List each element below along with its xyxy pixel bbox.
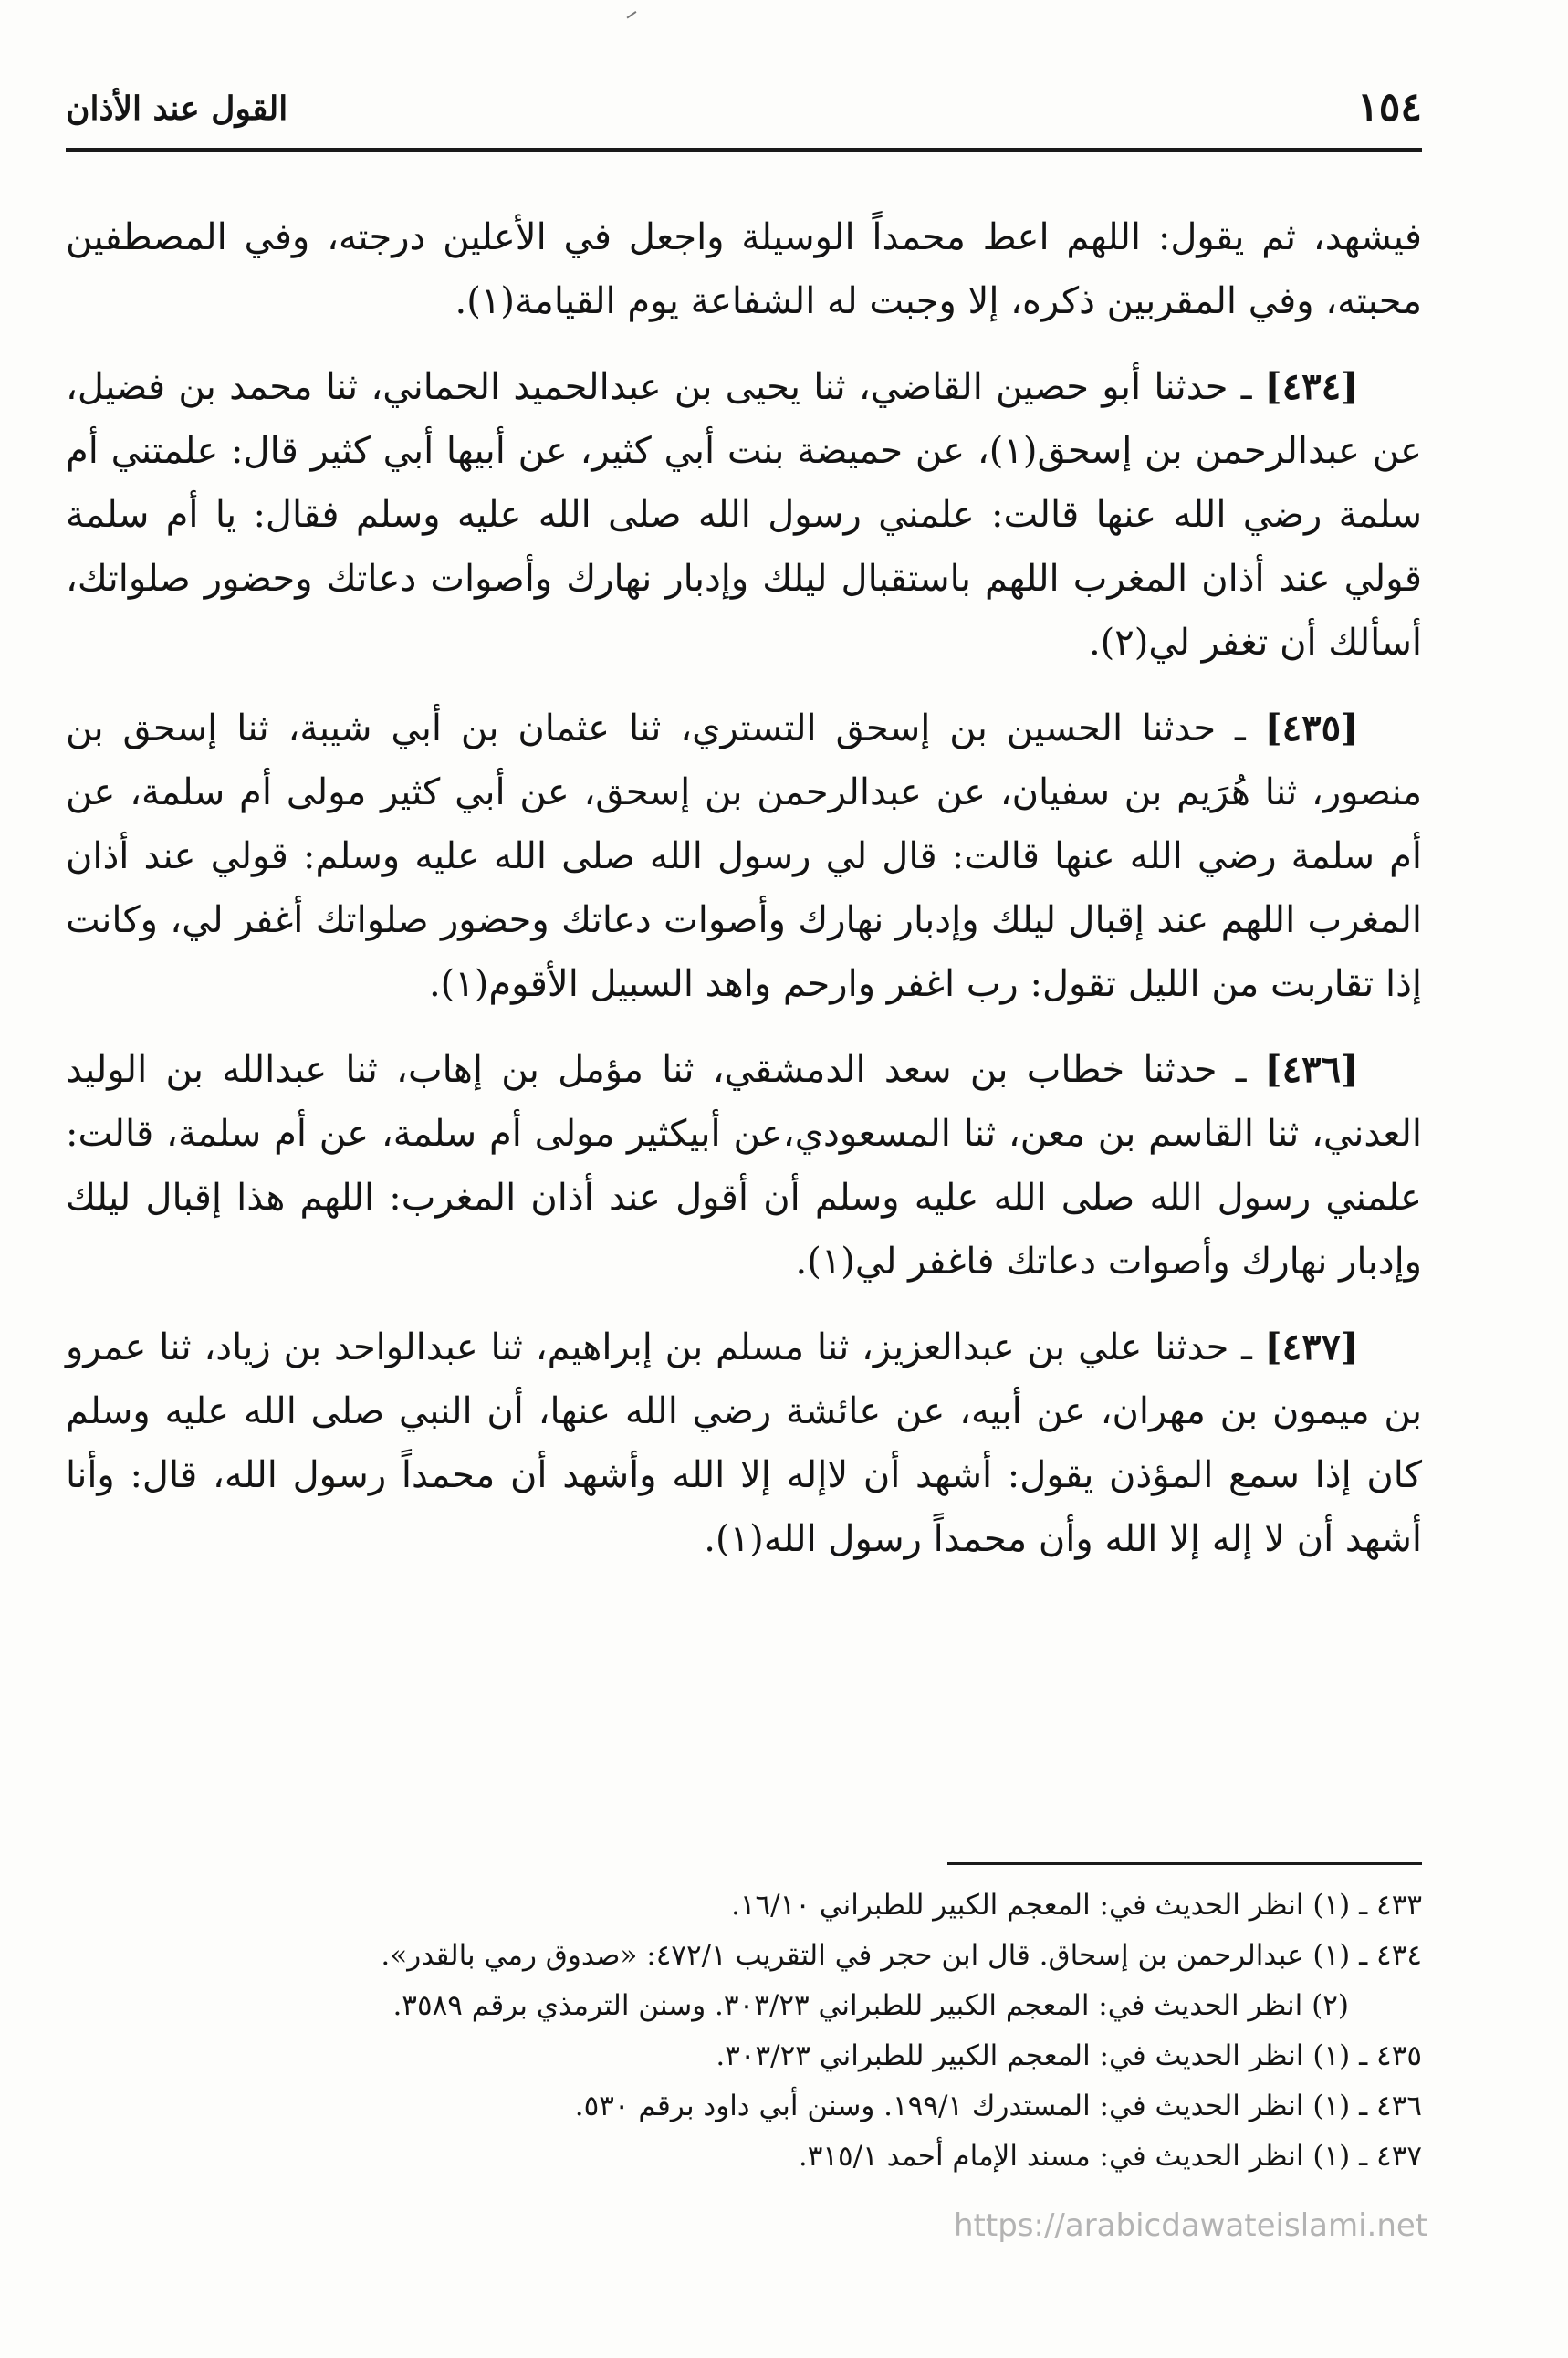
page-number: ١٥٤: [1357, 84, 1422, 131]
footnote-line: (٢) انظر الحديث في: المعجم الكبير للطبراني ٣٠٣/٢٣. وسنن الترمذي برقم ٣٥٨٩.: [392, 1989, 1349, 2022]
hadith-434: [66, 355, 1422, 675]
paragraph-text: ـ حدثنا علي بن عبدالعزيز، ثنا مسلم بن إبراهيم، ثنا عبدالواحد بن زياد، ثنا عمرو بن ميمون بن مهران، عن أبيه، عن عائشة رضي الله عنها، أن النبي صلى الله عليه وسلم كان إذا سمع المؤذن يقول: أشهد أن لاإله إلا الله وأشهد أن محمداً رسول الله، قال: وأنا أشهد أن لا إله إلا الله وأن محمداً رسول الله(١).: [66, 1326, 1422, 1560]
footnote-line: ٤٣٥ ـ (١) انظر الحديث في: المعجم الكبير للطبراني ٣٠٣/٢٣.: [716, 2039, 1422, 2072]
stray-pen-mark: [626, 11, 643, 29]
hadith-number: [٤٣٥]: [1264, 707, 1359, 749]
paragraph-text: ـ حدثنا الحسين بن إسحق التستري، ثنا عثمان بن أبي شيبة، ثنا إسحق بن منصور، ثنا هُرَيم بن سفيان، عن عبدالرحمن بن إسحق، عن أبي كثير مولى أم سلمة، عن أم سلمة رضي الله عنها قالت: قال لي رسول الله صلى الله عليه وسلم: قولي عند أذان المغرب اللهم عند إقبال ليلك وإدبار نهارك وأصوات دعاتك وحضور صلواتك أغفر لي، وكانت إذا تقاربت من الليل تقول: رب اغفر وارحم واهد السبيل الأقوم(١).: [66, 707, 1422, 1005]
hadith-number: [٤٣٤]: [1264, 365, 1358, 408]
paragraph-text: ـ حدثنا أبو حصين القاضي، ثنا يحيى بن عبدالحميد الحماني، ثنا محمد بن فضيل، عن عبدالرحمن بن إسحق(١)، عن حميضة بنت أبي كثير، عن أبيها أبي كثير قال: علمتني أم سلمة رضي الله عنها قالت: علمني رسول الله صلى الله عليه وسلم فقال: يا أم سلمة قولي عند أذان المغرب اللهم باستقبال ليلك وإدبار نهارك وأصوات دعاتك وحضور صلواتك، أسألك أن تغفر لي(٢).: [66, 366, 1423, 664]
main-text: [66, 205, 1422, 1593]
header-rule: [66, 148, 1422, 152]
hadith-435: [66, 697, 1422, 1016]
footnote-line: ٤٣٦ ـ (١) انظر الحديث في: المستدرك ١٩٩/١. وسنن أبي داود برقم ٥٣٠.: [574, 2090, 1422, 2122]
paragraph-text: ـ حدثنا خطاب بن سعد الدمشقي، ثنا مؤمل بن إهاب، ثنا عبدالله بن الوليد العدني، ثنا القاسم بن معن، ثنا المسعودي،عن أبيكثير مولى أم سلمة، عن أم سلمة، قالت: علمني رسول الله صلى الله عليه وسلم أن أقول عند أذان المغرب: اللهم هذا إقبال ليلك وإدبار نهارك وأصوات دعاتك فاغفر لي(١).: [66, 1049, 1423, 1283]
footnote-line: ٤٣٤ ـ (١) عبدالرحمن بن إسحاق. قال ابن حجر في التقريب ٤٧٢/١: «صدوق رمي بالقدر».: [381, 1939, 1422, 1972]
watermark-url: https://arabicdawateislami.net: [954, 2207, 1428, 2244]
running-title: القول عند الأذان: [66, 89, 288, 128]
hadith-437: [66, 1315, 1422, 1571]
footnotes-rule: [947, 1862, 1422, 1865]
hadith-number: [٤٣٧]: [1264, 1326, 1358, 1368]
footnote-line: ٤٣٧ ـ (١) انظر الحديث في: مسند الإمام أحمد ٣١٥/١.: [798, 2140, 1422, 2173]
paragraph-text: فيشهد، ثم يقول: اللهم اعط محمداً الوسيلة واجعل في الأعلين درجته، وفي المصطفين محبته، وفي المقربين ذكره، إلا وجبت له الشفاعة يوم القيامة(١).: [66, 216, 1422, 322]
hadith-436: [66, 1038, 1422, 1294]
footnote-line: ٤٣٣ ـ (١) انظر الحديث في: المعجم الكبير للطبراني ١٦/١٠.: [730, 1889, 1422, 1922]
paragraph-433-continuation: [66, 205, 1422, 333]
hadith-number: [٤٣٦]: [1264, 1048, 1358, 1091]
page-header: [66, 84, 1422, 148]
footnotes: [66, 1881, 1422, 2182]
